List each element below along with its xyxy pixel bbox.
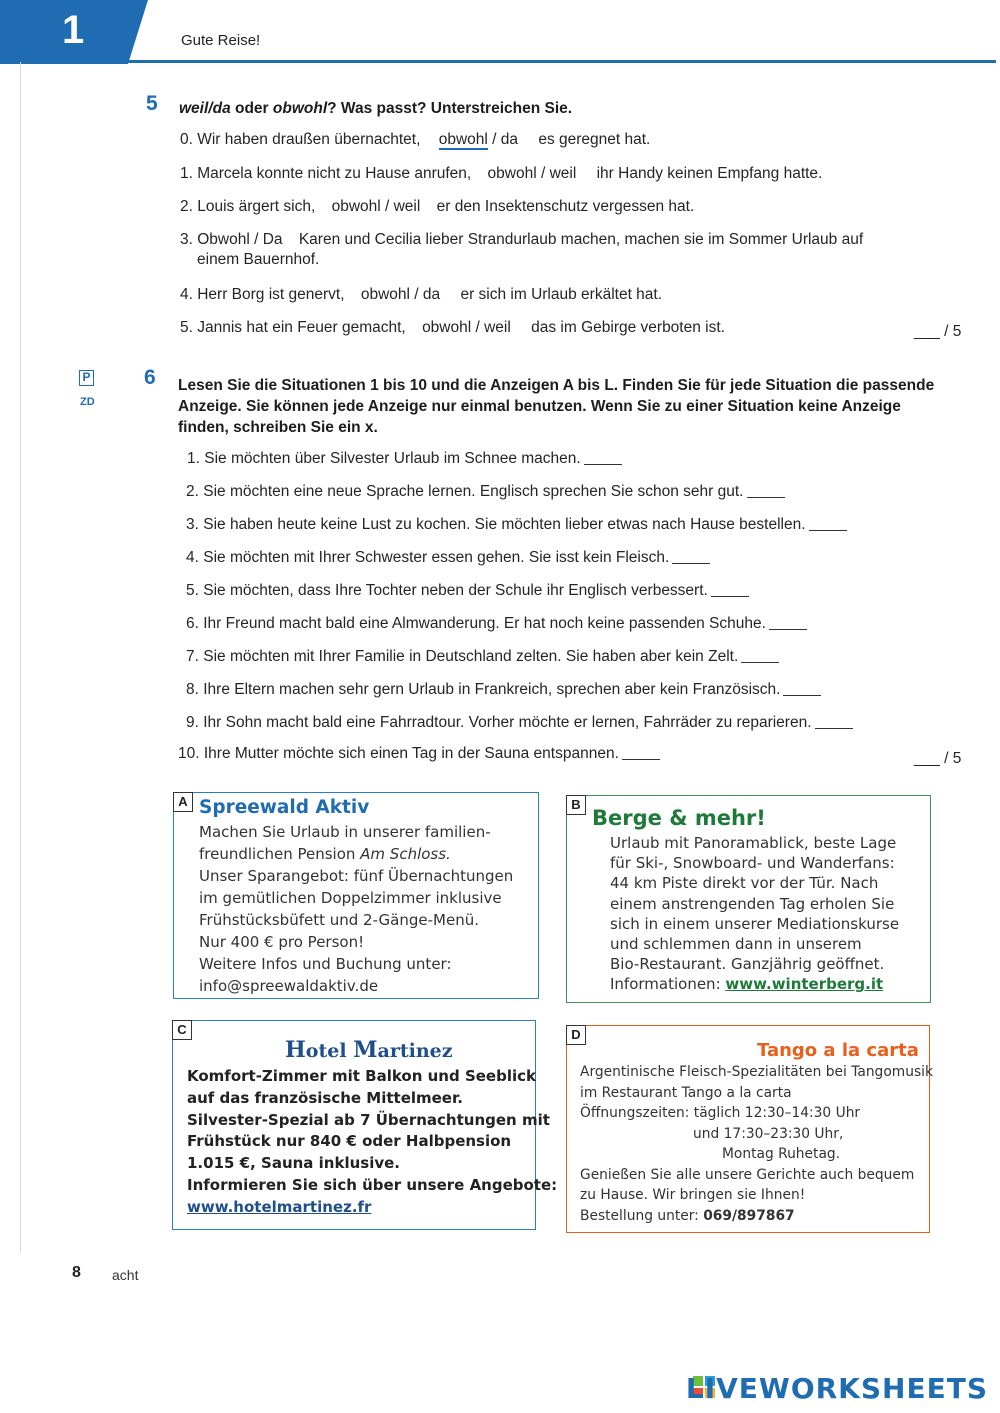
ad-d-line: Argentinische Fleisch-Spezialitäten bei Tangomusik: [580, 1064, 933, 1080]
ad-b-line: sich in einem unserer Mediationskurse: [610, 914, 900, 933]
ad-c-line: auf das französische Mittelmeer.: [187, 1088, 463, 1107]
ex6-item-2-answer-blank[interactable]: [747, 497, 785, 498]
ex6-item-4-answer-blank[interactable]: [672, 563, 710, 564]
ad-a-line: Weitere Infos und Buchung unter:: [199, 955, 452, 973]
ad-a-title: Spreewald Aktiv: [199, 797, 370, 818]
ex5-item-0-text: 0. Wir haben draußen übernachtet,: [180, 131, 421, 148]
ex6-item-7: [186, 648, 779, 666]
ex6-item-3: [186, 516, 847, 534]
ex5-item-5-text: 5. Jannis hat ein Feuer gemacht,: [180, 319, 406, 336]
page-number: 8: [72, 1264, 81, 1281]
ex5-item-1-text: 1. Marcela konnte nicht zu Hause anrufen,: [180, 165, 472, 182]
ad-d-opening-hours: Öffnungszeiten: täglich 12:30–14:30 Uhr: [580, 1105, 861, 1121]
instr-obwohl: obwohl: [272, 100, 328, 117]
ex5-item-1-rest: ihr Handy keinen Empfang hatte.: [596, 165, 823, 182]
ex6-item-1-answer-blank[interactable]: [584, 464, 622, 465]
ex6-item-3-answer-blank[interactable]: [809, 530, 847, 531]
header-divider: [20, 60, 996, 63]
ex5-item-3-text-2: einem Bauernhof.: [197, 251, 320, 268]
ad-c-line: Frühstück nur 840 € oder Halbpension: [187, 1132, 512, 1151]
ad-b-line: und schlemmen dann in unserem: [610, 935, 862, 954]
ad-c-line: 1.015 €, Sauna inklusive.: [187, 1154, 400, 1173]
ad-d-tango: [566, 1025, 933, 1233]
ad-b-line: Bio-Restaurant. Ganzjährig geöffnet.: [610, 955, 885, 974]
ex5-score: ___ / 5: [914, 323, 962, 340]
ad-c-line: Silvester-Spezial ab 7 Übernachtungen mit: [187, 1110, 550, 1129]
ex6-item-6-text: 6. Ihr Freund macht bald eine Almwanderung. Er hat noch keine passenden Schuhe.: [186, 615, 766, 632]
ex6-item-9-answer-blank[interactable]: [815, 728, 853, 729]
ad-c-hotel-martinez: [172, 1020, 558, 1230]
ex5-item-0-options[interactable]: [439, 131, 518, 148]
ex5-item-4-options[interactable]: obwohl / da: [360, 286, 441, 303]
ex6-instr-line-3: finden, schreiben Sie ein x.: [178, 419, 378, 436]
ad-a-line: Frühstücksbüfett und 2-Gänge-Menü.: [199, 911, 479, 929]
chapter-number: 1: [62, 8, 85, 52]
ex6-item-5-text: 5. Sie möchten, dass Ihre Tochter neben der Schule ihr Englisch verbessert.: [186, 582, 708, 599]
ad-b-line: 44 km Piste direkt vor der Tür. Nach: [610, 874, 879, 893]
ad-c-link[interactable]: www.hotelmartinez.fr: [187, 1197, 372, 1216]
ex6-item-1-text: 1. Sie möchten über Silvester Urlaub im Schnee machen.: [187, 450, 581, 467]
ex5-item-4-rest: er sich im Urlaub erkältet hat.: [460, 286, 663, 303]
ex5-item-2-options[interactable]: obwohl / weil: [331, 198, 421, 215]
ex6-item-10: [178, 745, 660, 763]
instr-rest: ? Was passt? Unterstreichen Sie.: [327, 100, 573, 117]
ad-b-link[interactable]: www.winterberg.it: [725, 975, 884, 994]
ad-c-line: Informieren Sie sich über unsere Angebote:: [187, 1175, 558, 1194]
ex6-item-8-answer-blank[interactable]: [783, 695, 821, 696]
ex6-item-9-text: 9. Ihr Sohn macht bald eine Fahrradtour. Vorher möchte er lernen, Fahrräder zu reparieren.: [186, 714, 812, 731]
ad-c-line: Komfort-Zimmer mit Balkon und Seeblick: [187, 1067, 536, 1085]
ad-d-line: zu Hause. Wir bringen sie Ihnen!: [580, 1187, 806, 1203]
ex5-item-0-rest: es geregnet hat.: [538, 131, 651, 148]
ad-b-line-part: Informationen:: [610, 975, 726, 994]
ex5-item-4-text: 4. Herr Borg ist genervt,: [180, 286, 345, 303]
ad-a-line: Machen Sie Urlaub in unserer familien-: [199, 823, 491, 841]
ad-d-letter: D: [566, 1025, 586, 1045]
ex6-instr-line-1: Lesen Sie die Situationen 1 bis 10 und die Anzeigen A bis L. Finden Sie für jede Situation die passende: [178, 377, 935, 394]
ex5-item-1-options[interactable]: obwohl / weil: [487, 165, 577, 182]
ex5-item-2-rest: er den Insektenschutz vergessen hat.: [436, 198, 695, 215]
exercise-5-instruction: [179, 98, 572, 119]
ad-d-line: im Restaurant Tango a la carta: [580, 1084, 792, 1101]
exercise-6-number: 6: [144, 366, 156, 389]
zd-label: ZD: [80, 396, 95, 408]
exercise-6-instruction: [178, 375, 934, 438]
ad-c-title-cap-h: H: [285, 1037, 306, 1063]
left-margin-line: [20, 62, 21, 1252]
ad-a-line: Nur 400 € pro Person!: [199, 933, 365, 951]
instr-oder: oder: [230, 100, 273, 117]
ad-a-line-part: freundlichen Pension: [199, 845, 361, 863]
ad-d-opening-hours-2: und 17:30–23:30 Uhr,: [693, 1125, 844, 1142]
ad-d-line-part: Bestellung unter:: [580, 1207, 704, 1224]
ad-a-email: info@spreewaldaktiv.de: [199, 977, 379, 995]
ad-b-berge: [566, 795, 931, 1003]
exercise-5-number: 5: [146, 92, 158, 115]
ex5-item-0-sep: / da: [487, 131, 519, 148]
ad-c-title-part: otel: [305, 1040, 354, 1062]
ad-a-pension-name: Am Schloss.: [360, 845, 451, 863]
ex5-item-2: [180, 198, 694, 216]
ex5-item-3-options[interactable]: 3. Obwohl / Da: [180, 231, 283, 248]
ex6-item-5: [186, 582, 749, 600]
ad-a-line: Unser Sparangebot: fünf Übernachtungen: [199, 867, 514, 885]
instr-weil-da: weil/da: [179, 100, 231, 117]
ad-d-body: [580, 1062, 933, 1226]
ex6-item-8-text: 8. Ihre Eltern machen sehr gern Urlaub in Frankreich, sprechen aber kein Französisch.: [186, 681, 781, 698]
pruefung-badge: P: [79, 370, 94, 386]
ex6-item-10-text: 10. Ihre Mutter möchte sich einen Tag in der Sauna entspannen.: [178, 745, 619, 762]
ex5-item-5-options[interactable]: obwohl / weil: [422, 319, 511, 336]
ad-a-letter: A: [173, 792, 193, 812]
ad-c-letter: C: [172, 1020, 192, 1040]
ad-d-closed-day: Montag Ruhetag.: [722, 1146, 841, 1162]
ex6-item-6: [186, 615, 807, 633]
ad-c-title-cap-m: M: [353, 1037, 378, 1063]
ex6-instr-line-2: Anzeige. Sie können jede Anzeige nur einmal benutzen. Wenn Sie zu einer Situation keine Anzeige: [178, 398, 901, 415]
ad-b-line: für Ski-, Snowboard- und Wanderfans:: [610, 854, 895, 873]
ex6-item-9: [186, 714, 853, 732]
ex6-item-5-answer-blank[interactable]: [711, 596, 749, 597]
ad-b-body: [610, 833, 899, 995]
ex5-item-2-text: 2. Louis ärgert sich,: [180, 198, 316, 215]
ex6-item-8: [186, 681, 821, 699]
ad-a-line: im gemütlichen Doppelzimmer inklusive: [199, 889, 502, 907]
ex6-item-3-text: 3. Sie haben heute keine Lust zu kochen. Sie möchten lieber etwas nach Hause bestellen.: [186, 516, 806, 533]
ex5-item-3: [180, 231, 863, 249]
liveworksheets-brand[interactable]: LIVEWORKSHEETS: [685, 1372, 988, 1405]
ex5-item-5: [180, 319, 725, 337]
ad-b-letter: B: [566, 795, 586, 815]
ad-c-body: [187, 1066, 557, 1219]
ex6-item-10-answer-blank[interactable]: [622, 759, 660, 760]
ad-a-line: [199, 843, 513, 865]
ad-d-line: [580, 1206, 933, 1227]
ad-d-title: Tango a la carta: [757, 1040, 919, 1061]
ex6-item-4-text: 4. Sie möchten mit Ihrer Schwester essen gehen. Sie isst kein Fleisch.: [186, 549, 670, 566]
ex6-item-2: [186, 483, 785, 501]
ex6-item-4: [186, 549, 710, 567]
ad-d-line: Genießen Sie alle unsere Gerichte auch bequem: [580, 1166, 915, 1183]
ad-a-body: [199, 821, 513, 997]
ex5-item-1: [180, 165, 822, 183]
ex5-item-4: [180, 286, 662, 304]
ex5-item-3-text: Karen und Cecilia lieber Strandurlaub machen, machen sie im Sommer Urlaub auf: [298, 231, 864, 248]
ad-b-line: Urlaub mit Panoramablick, beste Lage: [610, 834, 897, 852]
ex6-item-7-text: 7. Sie möchten mit Ihrer Familie in Deutschland zelten. Sie haben aber kein Zelt.: [186, 648, 739, 665]
page-title: Gute Reise!: [181, 32, 261, 49]
ex6-item-7-answer-blank[interactable]: [741, 662, 779, 663]
ex5-item-0: [180, 131, 650, 149]
ad-c-title-part: artinez: [377, 1040, 453, 1062]
ex5-item-0-answer: obwohl: [438, 131, 488, 148]
ad-b-line: einem anstrengenden Tag erholen Sie: [610, 894, 895, 913]
ad-b-title: Berge & mehr!: [592, 806, 766, 830]
ad-d-phone: 069/897867: [703, 1207, 795, 1224]
ex5-item-5-rest: das im Gebirge verboten ist.: [531, 319, 725, 336]
ad-a-spreewald: [173, 792, 539, 999]
page-number-word: acht: [112, 1267, 139, 1283]
ex6-item-1: [187, 450, 622, 468]
ad-b-line: [610, 974, 899, 994]
ex6-score: ___ / 5: [914, 750, 962, 767]
ad-c-title: [285, 1037, 453, 1063]
ex6-item-2-text: 2. Sie möchten eine neue Sprache lernen. Englisch sprechen Sie schon sehr gut.: [186, 483, 744, 500]
ex6-item-6-answer-blank[interactable]: [769, 629, 807, 630]
